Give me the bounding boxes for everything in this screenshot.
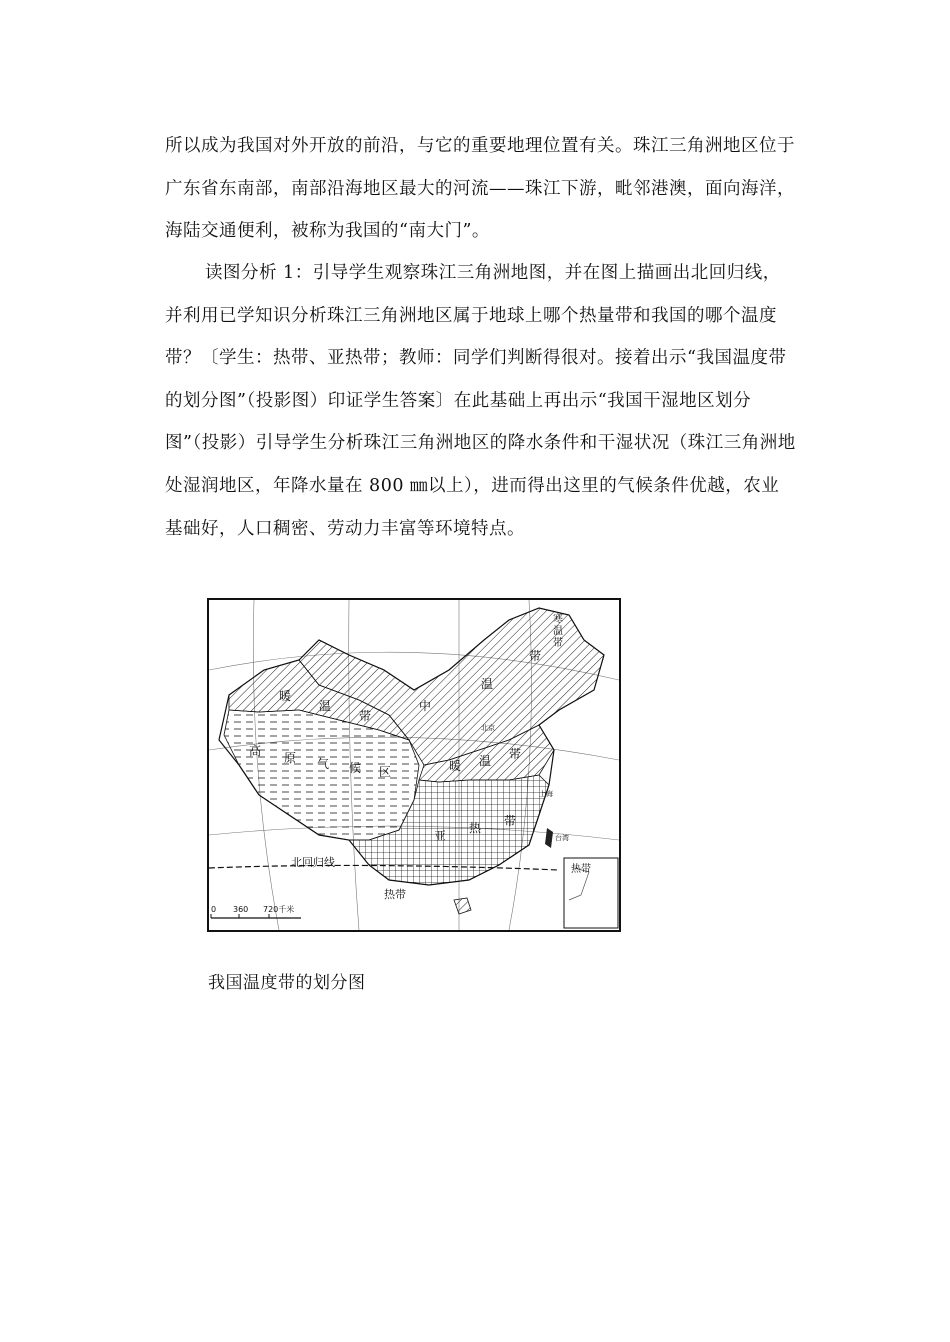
label-warm-e-1: 暖 bbox=[449, 759, 462, 773]
city-beijing: 北京 bbox=[481, 724, 495, 732]
label-sub-2: 热 bbox=[469, 821, 482, 835]
figure-caption: 我国温度带的划分图 bbox=[208, 973, 366, 993]
paragraph-2: 读图分析 1：引导学生观察珠江三角洲地图，并在图上描画出北回归线，并利用已学知识分析珠江三角洲地区属于地球上哪个热量带和我国的哪个温度带？〔学生：热带、亚热带；教师：同学们判断得很对。接着出示“我国温度带的划分图”（投影图）印证学生答案〕在此基础上再出示“我国干湿地区划分图”（投影）引导学生分析珠江三角洲地区的降水条件和干湿状况（珠江三角洲地处湿润地区，年降水量在 800 ㎜以上），进而得出这里的气候条件优越，农业基础好，人口稠密、劳动力丰富等环境特点。 bbox=[165, 263, 796, 539]
label-warm-1: 暖 bbox=[279, 689, 292, 703]
label-cold-1: 寒 bbox=[553, 614, 563, 625]
label-plateau-3: 气 bbox=[317, 757, 330, 771]
label-warm-2: 温 bbox=[319, 699, 332, 713]
label-plateau-2: 原 bbox=[284, 751, 297, 765]
label-tropic: 北回归线 bbox=[291, 856, 335, 869]
map-svg bbox=[209, 600, 619, 930]
label-plateau-1: 高 bbox=[249, 744, 262, 758]
label-tropical: 热带 bbox=[384, 888, 406, 901]
label-plateau-4: 候 bbox=[349, 761, 362, 775]
label-cold-3: 带 bbox=[553, 638, 563, 649]
label-warm-3: 带 bbox=[359, 709, 372, 723]
taiwan bbox=[545, 828, 553, 848]
label-sub-1: 亚 bbox=[434, 829, 447, 843]
label-cold-2: 温 bbox=[553, 626, 563, 637]
label-mid-1: 中 bbox=[419, 699, 432, 713]
label-plateau-5: 区 bbox=[379, 765, 392, 779]
label-tropical-inset: 热带 bbox=[571, 864, 591, 875]
label-mid-3: 带 bbox=[529, 649, 542, 663]
label-mid-2: 温 bbox=[481, 677, 494, 691]
scale-0: 0 bbox=[211, 905, 217, 914]
hainan bbox=[454, 898, 471, 914]
label-warm-e-3: 带 bbox=[509, 747, 522, 761]
scale-720: 720千米 bbox=[263, 905, 295, 914]
label-sub-3: 带 bbox=[504, 814, 517, 828]
city-shanghai: 上海 bbox=[539, 790, 553, 798]
scale-360: 360 bbox=[233, 905, 249, 914]
label-warm-e-2: 温 bbox=[479, 754, 492, 768]
paragraph-1: 所以成为我国对外开放的前沿，与它的重要地理位置有关。珠江三角洲地区位于广东省东南部，南部沿海地区最大的河流——珠江下游，毗邻港澳，面向海洋，海陆交通便利，被称为我国的“南大门”。 bbox=[165, 136, 795, 242]
scale-bar bbox=[211, 904, 301, 918]
temperature-zone-map bbox=[207, 598, 621, 932]
city-taiwan: 台湾 bbox=[555, 834, 569, 842]
